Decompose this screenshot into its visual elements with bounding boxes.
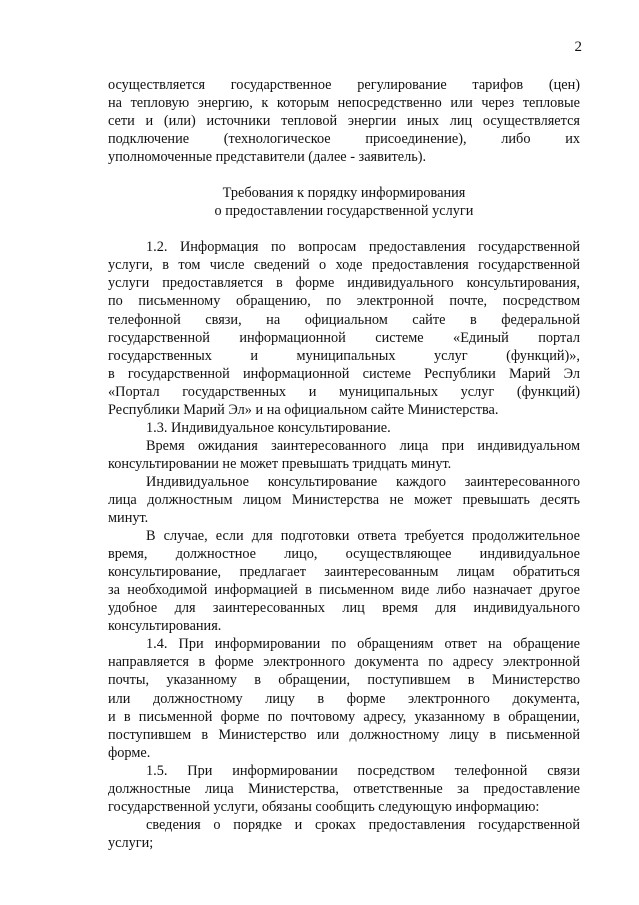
text-line: должностные лица Министерства, ответственные за предоставление xyxy=(108,780,580,797)
paragraph-1-2 xyxy=(108,238,580,418)
intro-paragraph xyxy=(108,76,580,166)
page-number: 2 xyxy=(574,39,582,55)
text-line: государственной услуги, обязаны сообщить следующую информацию: xyxy=(108,798,540,815)
text-line: Время ожидания заинтересованного лица при индивидуальном xyxy=(146,437,580,454)
text-line: уполномоченные представители (далее - заявитель). xyxy=(108,149,427,166)
text-line: В случае, если для подготовки ответа требуется продолжительное xyxy=(146,528,580,545)
text-line: на тепловую энергию, к которым непосредственно или через тепловые xyxy=(108,95,580,112)
paragraph-waiting-time xyxy=(108,437,580,473)
text-line: или должностному лицу в форме электронного документа, xyxy=(108,690,580,707)
paragraph-1-4 xyxy=(108,635,580,761)
text-line: государственных и муниципальных услуг (функций)», xyxy=(108,347,580,364)
text-line: по письменному обращению, по электронной почте, посредством xyxy=(108,293,580,310)
text-line: удобное для заинтересованных лиц время для индивидуального xyxy=(108,600,580,617)
text-line: услуги; xyxy=(108,834,154,851)
heading-line: о предоставлении государственной услуги xyxy=(214,203,474,220)
document-body xyxy=(108,76,580,852)
text-line: поступившем в Министерство или должностному лицу в письменной xyxy=(108,726,580,743)
text-line: телефонной связи, на официальном сайте в федеральной xyxy=(108,311,580,328)
text-line: почты, указанному в обращении, поступившем в Министерство xyxy=(108,672,580,689)
section-heading xyxy=(108,184,580,220)
paragraph-long-answer xyxy=(108,527,580,635)
paragraph-1-5 xyxy=(108,762,580,816)
text-line: «Портал государственных и муниципальных услуг (функций) xyxy=(108,383,580,400)
text-line: 1.4. При информировании по обращениям ответ на обращение xyxy=(146,636,580,653)
paragraph-1-3 xyxy=(108,419,580,437)
text-line: осуществляется государственное регулирование тарифов (цен) xyxy=(108,77,580,93)
heading-line: Требования к порядку информирования xyxy=(222,185,466,202)
text-line: время, должностное лицо, осуществляющее индивидуальное xyxy=(108,546,580,563)
text-line: в государственной информационной системе Республики Марий Эл xyxy=(108,365,580,382)
text-line: Республики Марий Эл» и на официальном сайте Министерства. xyxy=(108,401,499,418)
text-line: лица должностным лицом Министерства не может превышать десять xyxy=(108,491,580,508)
text-line: консультировании не может превышать тридцать минут. xyxy=(108,455,452,472)
text-line: услуги, в том числе сведений о ходе предоставления государственной xyxy=(108,257,580,274)
text-line: подключение (технологическое присоединение), либо их xyxy=(108,131,580,148)
text-line: консультирования. xyxy=(108,618,222,635)
text-line: услуги предоставляется в форме индивидуального консультирования, xyxy=(108,275,580,292)
text-line: форме. xyxy=(108,744,151,761)
text-line: 1.3. Индивидуальное консультирование. xyxy=(146,419,391,436)
paragraph-individual-consulting xyxy=(108,473,580,527)
text-line: государственной информационной системе «Единый портал xyxy=(108,329,580,346)
text-line: Индивидуальное консультирование каждого заинтересованного xyxy=(146,473,580,490)
text-line: направляется в форме электронного документа по адресу электронной xyxy=(108,654,580,671)
paragraph-info-list xyxy=(108,816,580,852)
text-line: и в письменной форме по почтовому адресу, указанному в обращении, xyxy=(108,708,580,725)
text-line: за необходимой информацией в письменном виде либо назначает другое xyxy=(108,582,580,599)
text-line: 1.2. Информация по вопросам предоставления государственной xyxy=(146,239,580,256)
text-line: минут. xyxy=(108,510,149,527)
text-line: консультирование, предлагает заинтересованным лицам обратиться xyxy=(108,564,580,581)
text-line: сведения о порядке и сроках предоставления государственной xyxy=(146,816,580,833)
text-line: 1.5. При информировании посредством телефонной связи xyxy=(146,762,580,779)
text-line: сети и (или) источники тепловой энергии иных лиц осуществляется xyxy=(108,113,580,130)
